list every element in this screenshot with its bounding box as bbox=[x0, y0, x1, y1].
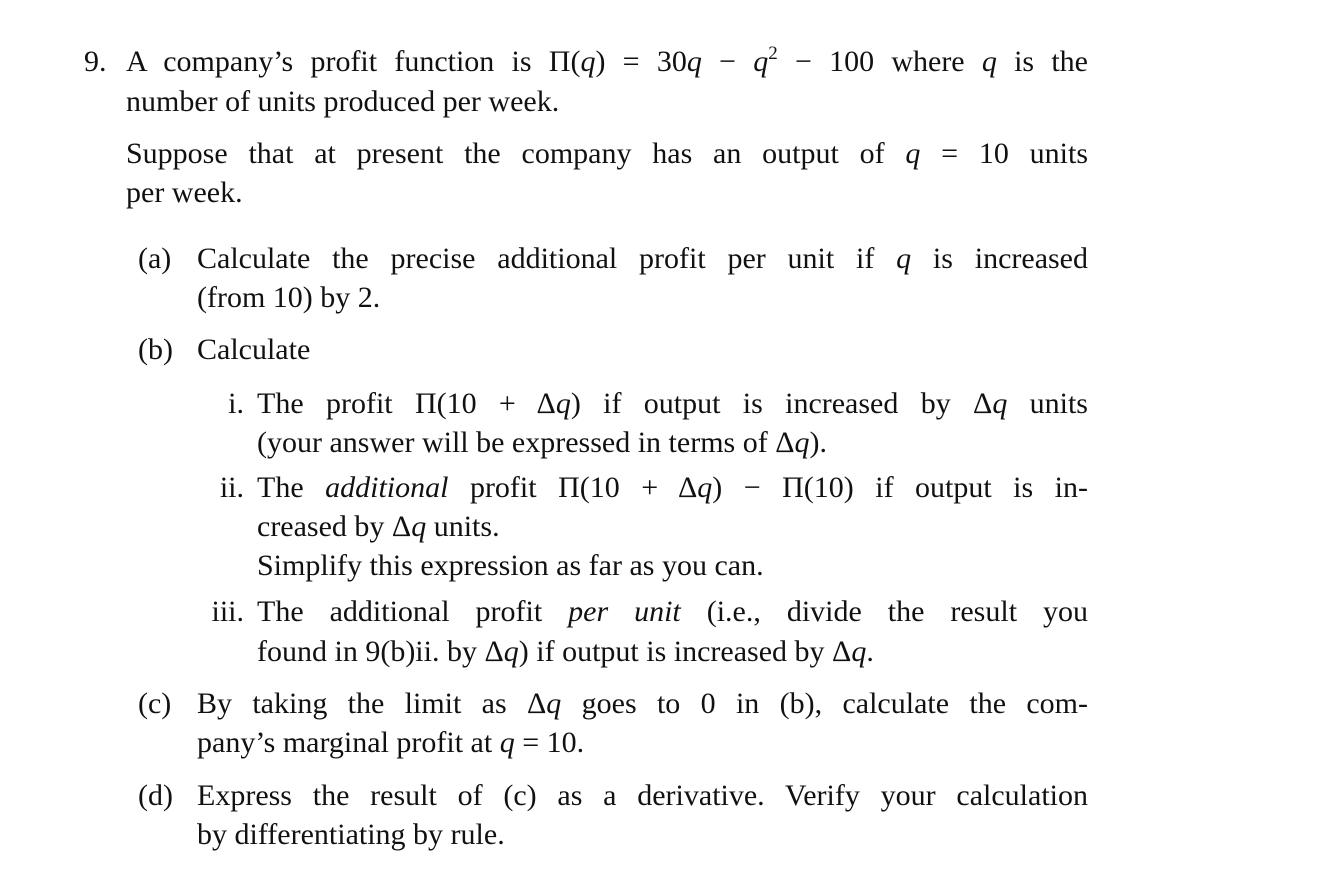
part-b-iii-line-2: found in 9(b)ii. by Δq) if output is increased by Δq. bbox=[257, 635, 874, 668]
part-c-line-1: By taking the limit as Δq goes to 0 in (b), calculate the com- bbox=[197, 687, 1089, 720]
suppose-line-2: per week. bbox=[126, 176, 243, 209]
part-d-line-2: by differentiating by rule. bbox=[197, 818, 505, 851]
part-a-line-2: (from 10) by 2. bbox=[197, 281, 381, 314]
part-d-label: (d) bbox=[138, 779, 173, 812]
part-c-label: (c) bbox=[138, 687, 172, 720]
suppose-line-1: Suppose that at present the company has an output of q = 10 units bbox=[126, 137, 1088, 170]
intro-line-2: number of units produced per week. bbox=[126, 85, 560, 118]
part-b-iii-label: iii. bbox=[211, 595, 244, 628]
part-b-ii-line-3: Simplify this expression as far as you can. bbox=[257, 549, 764, 582]
part-b-ii-line-2: creased by Δq units. bbox=[257, 510, 500, 543]
intro-line-1: A company’s profit function is $\Pi(q) = 30q - q^2 - 100$ where q is the bbox=[126, 43, 1088, 78]
part-a-line-1: Calculate the precise additional profit per unit if q is increased bbox=[197, 242, 1088, 275]
part-b-ii-line-1: The additional profit Π(10 + Δq) − Π(10) if output is in- bbox=[257, 471, 1088, 504]
part-b-iii-line-1: The additional profit per unit (i.e., divide the result you bbox=[257, 595, 1088, 628]
problem-number: 9. bbox=[84, 45, 107, 78]
part-b-i-line-1: The profit Π(10 + Δq) if output is increased by Δq units bbox=[257, 387, 1088, 420]
part-a-label: (a) bbox=[138, 242, 172, 275]
part-b-ii-label: ii. bbox=[219, 471, 244, 504]
part-b-line-1: Calculate bbox=[197, 333, 311, 366]
part-b-label: (b) bbox=[138, 333, 173, 366]
part-b-i-label: i. bbox=[228, 387, 244, 420]
part-c-line-2: pany’s marginal profit at q = 10. bbox=[197, 726, 585, 759]
part-d-line-1: Express the result of (c) as a derivative. Verify your calculation bbox=[197, 779, 1088, 812]
part-b-i-line-2: (your answer will be expressed in terms of Δq). bbox=[257, 426, 827, 459]
